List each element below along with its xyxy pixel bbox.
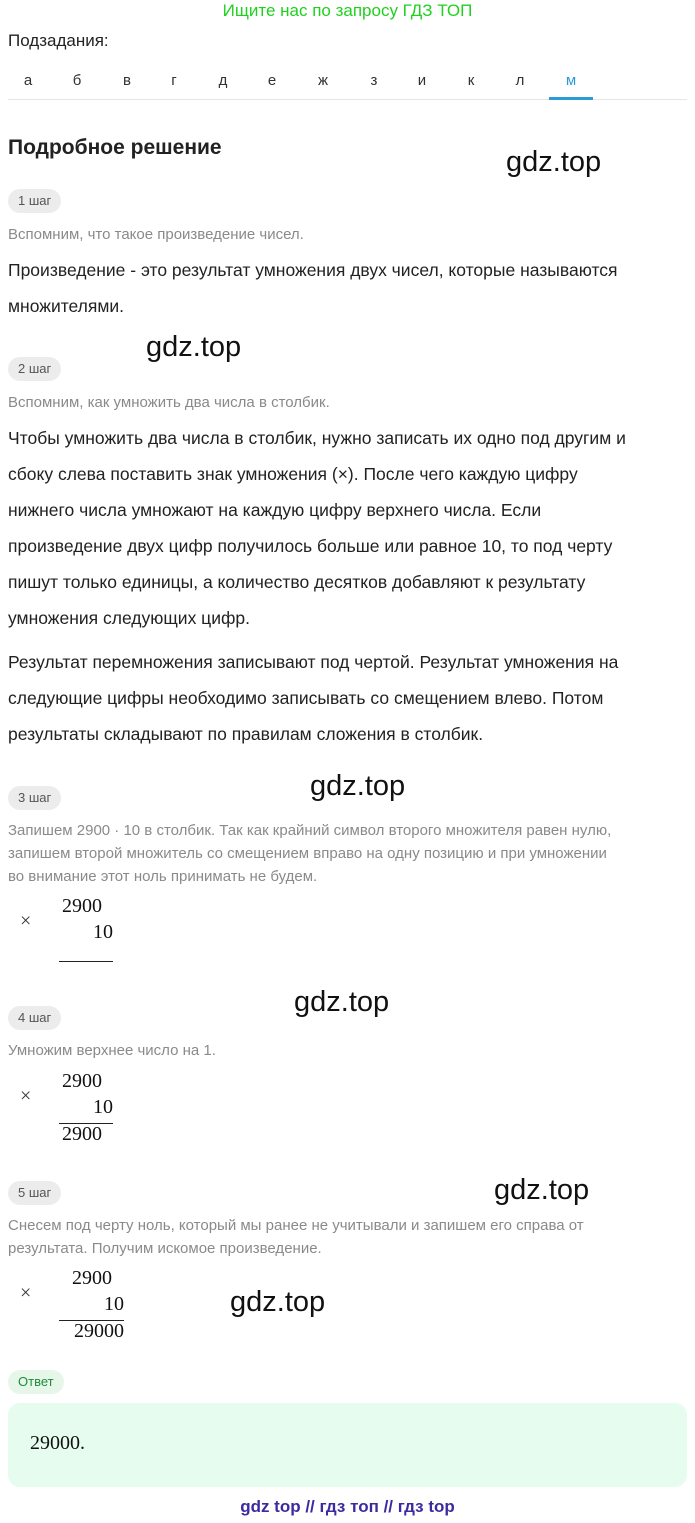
hint-line: Запишем 2900 · 10 в столбик. Так как крайний символ второго множителя равен нулю, [8,822,612,839]
tab-i[interactable]: и [417,72,427,89]
text-line: Результат перемножения записывают под чертой. Результат умножения на [8,652,619,672]
watermark: gdz.top [494,1174,590,1206]
step-hint [8,1214,688,1260]
answer-badge: Ответ [8,1370,64,1394]
step-hint [8,819,688,888]
tab-m[interactable]: м [565,72,577,89]
multiplicand: 2900 [62,1070,102,1092]
step-badge: 5 шаг [8,1181,61,1205]
text-line: Произведение - это результат умножения двух чисел, которые называются [8,260,618,280]
subtasks-label: Подзадания: [8,31,109,50]
step-badge: 4 шаг [8,1006,61,1030]
step-hint: Вспомним, что такое произведение чисел. [8,226,304,243]
tab-e[interactable]: е [267,72,277,89]
text-line: произведение двух цифр получилось больше или равное 10, то под черту [8,536,613,556]
multiplier: 10 [104,1293,124,1315]
multiplicand: 2900 [72,1267,112,1289]
step-text [8,644,688,752]
hint-line: Снесем под черту ноль, который мы ранее не учитывали и запишем его справа от [8,1217,584,1234]
multiply-sign: × [20,1282,32,1304]
hint-line: во внимание этот ноль принимать не будем. [8,868,318,885]
multiplier: 10 [93,1096,113,1118]
column-result: 29000 [74,1320,124,1342]
step-text [8,252,688,324]
footer-links[interactable]: gdz top // гдз топ // гдз top [240,1497,455,1516]
text-line: следующие цифры необходимо записывать со смещением влево. Потом [8,688,604,708]
watermark: gdz.top [294,986,390,1018]
step-badge: 3 шаг [8,786,61,810]
column-rule [59,961,113,962]
text-line: множителями. [8,296,125,316]
step-hint: Вспомним, как умножить два числа в столбик. [8,394,330,411]
hint-line: запишем второй множитель со смещением вправо на одну позицию и при умножении [8,845,607,862]
tab-g[interactable]: г [171,72,177,89]
watermark: gdz.top [310,770,406,802]
tab-l[interactable]: л [515,72,525,89]
watermark: gdz.top [230,1286,326,1318]
active-tab-indicator [549,97,593,100]
multiplicand: 2900 [62,895,102,917]
multiply-sign: × [20,910,32,932]
step-text [8,420,688,636]
step-hint: Умножим верхнее число на 1. [8,1042,216,1059]
step-badge: 1 шаг [8,189,61,213]
text-line: сбоку слева поставить знак умножения (×). После чего каждую цифру [8,464,578,484]
search-banner: Ищите нас по запросу ГДЗ ТОП [222,1,473,20]
tab-b[interactable]: б [72,72,82,89]
tab-d[interactable]: д [218,72,228,89]
watermark: gdz.top [506,146,602,178]
tab-zh[interactable]: ж [317,72,329,89]
text-line: нижнего числа умножают на каждую цифру верхнего числа. Если [8,500,542,520]
multiply-sign: × [20,1085,32,1107]
answer-value: 29000. [30,1432,85,1454]
section-title: Подробное решение [8,136,222,159]
tab-k[interactable]: к [467,72,475,89]
text-line: пишут только единицы, а количество десятков добавляют к результату [8,572,586,592]
text-line: умножения следующих цифр. [8,608,250,628]
watermark: gdz.top [146,331,242,363]
text-line: Чтобы умножить два числа в столбик, нужно записать их одно под другим и [8,428,626,448]
hint-line: результата. Получим искомое произведение. [8,1240,322,1257]
answer-box [8,1403,687,1487]
tab-a[interactable]: а [23,72,33,89]
tab-z[interactable]: з [370,72,378,89]
column-result: 2900 [62,1123,102,1145]
step-badge: 2 шаг [8,357,61,381]
multiplier: 10 [93,921,113,943]
tab-v[interactable]: в [123,72,131,89]
text-line: результаты складывают по правилам сложения в столбик. [8,724,484,744]
